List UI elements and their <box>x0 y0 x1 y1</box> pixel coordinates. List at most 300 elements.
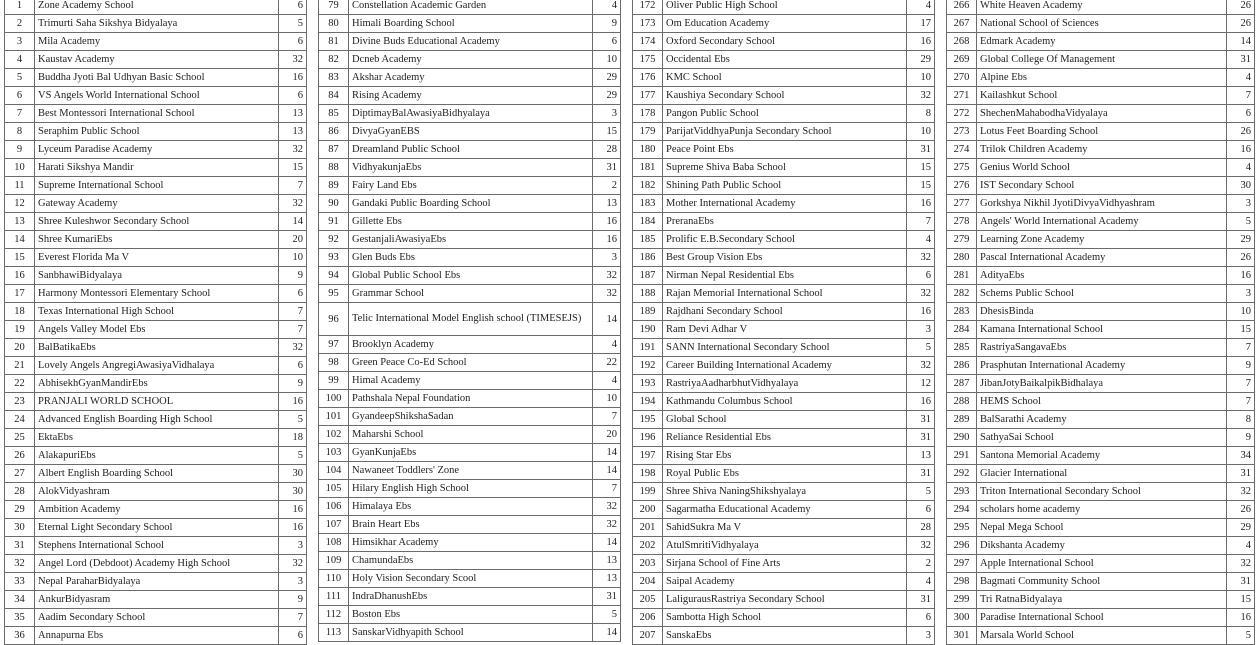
school-name-cell: RastriyaSangavaEbs <box>977 339 1227 357</box>
serial-number-cell: 191 <box>633 339 663 357</box>
school-name-cell: Pangon Public School <box>663 105 907 123</box>
school-name-cell: Occidental Ebs <box>663 51 907 69</box>
table-row <box>5 321 307 339</box>
count-cell: 7 <box>1227 339 1255 357</box>
school-name-cell: Stephens International School <box>35 537 279 555</box>
serial-number-cell: 106 <box>319 498 349 516</box>
table-row <box>319 462 621 480</box>
serial-number-cell: 193 <box>633 375 663 393</box>
table-row <box>319 516 621 534</box>
school-name-cell: DivyaGyanEBS <box>349 123 593 141</box>
school-name-cell: SanskarVidhyapith School <box>349 624 593 642</box>
table-row <box>5 573 307 591</box>
serial-number-cell: 108 <box>319 534 349 552</box>
serial-number-cell: 182 <box>633 177 663 195</box>
count-cell: 4 <box>593 0 621 15</box>
table-row <box>319 33 621 51</box>
serial-number-cell: 112 <box>319 606 349 624</box>
serial-number-cell: 94 <box>319 267 349 285</box>
school-name-cell: White Heaven Academy <box>977 0 1227 15</box>
table-row <box>633 447 935 465</box>
table-row <box>5 591 307 609</box>
count-cell: 31 <box>593 159 621 177</box>
school-name-cell: Seraphim Public School <box>35 123 279 141</box>
school-name-cell: Schems Public School <box>977 285 1227 303</box>
school-name-cell: AtulSmritiVidhyalaya <box>663 537 907 555</box>
table-row <box>5 141 307 159</box>
table-row <box>319 588 621 606</box>
serial-number-cell: 180 <box>633 141 663 159</box>
school-name-cell: Best Group Vision Ebs <box>663 249 907 267</box>
table-row <box>319 354 621 372</box>
table-row <box>319 570 621 588</box>
serial-number-cell: 17 <box>5 285 35 303</box>
table-row <box>319 51 621 69</box>
table-row <box>5 339 307 357</box>
serial-number-cell: 92 <box>319 231 349 249</box>
count-cell: 15 <box>907 159 935 177</box>
serial-number-cell: 274 <box>947 141 977 159</box>
table-row <box>5 33 307 51</box>
count-cell: 32 <box>593 285 621 303</box>
count-cell: 29 <box>593 87 621 105</box>
count-cell: 10 <box>593 51 621 69</box>
count-cell: 3 <box>907 627 935 645</box>
school-name-cell: Himalaya Ebs <box>349 498 593 516</box>
school-name-cell: Grammar School <box>349 285 593 303</box>
serial-number-cell: 188 <box>633 285 663 303</box>
table-row <box>633 15 935 33</box>
serial-number-cell: 202 <box>633 537 663 555</box>
school-name-cell: Albert English Boarding School <box>35 465 279 483</box>
count-cell: 3 <box>593 249 621 267</box>
serial-number-cell: 289 <box>947 411 977 429</box>
table-row <box>947 159 1255 177</box>
school-name-cell: AlokVidyashram <box>35 483 279 501</box>
table-row <box>947 375 1255 393</box>
table-row <box>633 33 935 51</box>
school-name-cell: Advanced English Boarding High School <box>35 411 279 429</box>
count-cell: 5 <box>279 411 307 429</box>
serial-number-cell: 89 <box>319 177 349 195</box>
count-cell: 4 <box>907 573 935 591</box>
serial-number-cell: 8 <box>5 123 35 141</box>
count-cell: 4 <box>593 336 621 354</box>
table-row <box>633 429 935 447</box>
serial-number-cell: 294 <box>947 501 977 519</box>
count-cell: 3 <box>907 321 935 339</box>
count-cell: 5 <box>279 447 307 465</box>
table-row <box>947 411 1255 429</box>
count-cell: 31 <box>1227 573 1255 591</box>
school-name-cell: Holy Vision Secondary Scool <box>349 570 593 588</box>
count-cell: 16 <box>279 501 307 519</box>
serial-number-cell: 36 <box>5 627 35 645</box>
serial-number-cell: 292 <box>947 465 977 483</box>
table-row <box>319 372 621 390</box>
table-row <box>5 555 307 573</box>
count-cell: 31 <box>907 141 935 159</box>
serial-number-cell: 177 <box>633 87 663 105</box>
count-cell: 26 <box>1227 501 1255 519</box>
serial-number-cell: 201 <box>633 519 663 537</box>
count-cell: 15 <box>1227 321 1255 339</box>
serial-number-cell: 206 <box>633 609 663 627</box>
school-name-cell: Nirman Nepal Residential Ebs <box>663 267 907 285</box>
table-row <box>633 177 935 195</box>
school-name-cell: Best Montessori International School <box>35 105 279 123</box>
serial-number-cell: 1 <box>5 0 35 15</box>
serial-number-cell: 88 <box>319 159 349 177</box>
count-cell: 32 <box>1227 483 1255 501</box>
count-cell: 10 <box>907 69 935 87</box>
school-name-cell: Prolific E.B.Secondary School <box>663 231 907 249</box>
count-cell: 6 <box>1227 105 1255 123</box>
school-name-cell: PRANJALI WORLD SCHOOL <box>35 393 279 411</box>
table-row <box>5 537 307 555</box>
school-name-cell: Kamana International School <box>977 321 1227 339</box>
count-cell: 6 <box>279 33 307 51</box>
serial-number-cell: 278 <box>947 213 977 231</box>
school-name-cell: Shining Path Public School <box>663 177 907 195</box>
school-name-cell: Tri RatnaBidyalaya <box>977 591 1227 609</box>
school-name-cell: Career Building International Academy <box>663 357 907 375</box>
school-name-cell: Annapurna Ebs <box>35 627 279 645</box>
count-cell: 22 <box>593 354 621 372</box>
count-cell: 29 <box>907 51 935 69</box>
count-cell: 5 <box>907 483 935 501</box>
school-name-cell: Supreme International School <box>35 177 279 195</box>
school-name-cell: Zone Academy School <box>35 0 279 15</box>
serial-number-cell: 271 <box>947 87 977 105</box>
school-name-cell: PreranaEbs <box>663 213 907 231</box>
count-cell: 7 <box>279 303 307 321</box>
serial-number-cell: 277 <box>947 195 977 213</box>
serial-number-cell: 174 <box>633 33 663 51</box>
serial-number-cell: 95 <box>319 285 349 303</box>
serial-number-cell: 23 <box>5 393 35 411</box>
table-row <box>947 339 1255 357</box>
serial-number-cell: 6 <box>5 87 35 105</box>
school-name-cell: Boston Ebs <box>349 606 593 624</box>
table-row <box>5 285 307 303</box>
table-row <box>633 267 935 285</box>
table-row <box>947 465 1255 483</box>
school-name-cell: Shree KumariEbs <box>35 231 279 249</box>
table-row <box>319 426 621 444</box>
table-row <box>633 357 935 375</box>
serial-number-cell: 7 <box>5 105 35 123</box>
school-name-cell: Constellation Academic Garden <box>349 0 593 15</box>
serial-number-cell: 199 <box>633 483 663 501</box>
school-name-cell: DhesisBinda <box>977 303 1227 321</box>
count-cell: 7 <box>1227 87 1255 105</box>
count-cell: 14 <box>593 624 621 642</box>
school-name-cell: Gorkshya Nikhil JyotiDivyaVidhyashram <box>977 195 1227 213</box>
count-cell: 14 <box>593 462 621 480</box>
count-cell: 2 <box>593 177 621 195</box>
table-row <box>633 465 935 483</box>
count-cell: 15 <box>593 123 621 141</box>
serial-number-cell: 100 <box>319 390 349 408</box>
count-cell: 5 <box>907 339 935 357</box>
table-row <box>5 447 307 465</box>
table-row <box>319 141 621 159</box>
school-name-cell: Bagmati Community School <box>977 573 1227 591</box>
serial-number-cell: 173 <box>633 15 663 33</box>
serial-number-cell: 31 <box>5 537 35 555</box>
serial-number-cell: 84 <box>319 87 349 105</box>
table-row <box>633 249 935 267</box>
school-name-cell: GestanjaliAwasiyaEbs <box>349 231 593 249</box>
school-name-cell: DiptimayBalAwasiyaBidhyalaya <box>349 105 593 123</box>
table-row <box>633 591 935 609</box>
school-name-cell: Mila Academy <box>35 33 279 51</box>
count-cell: 32 <box>279 339 307 357</box>
table-row <box>5 609 307 627</box>
serial-number-cell: 281 <box>947 267 977 285</box>
school-name-cell: Sagarmatha Educational Academy <box>663 501 907 519</box>
serial-number-cell: 98 <box>319 354 349 372</box>
school-name-cell: Peace Point Ebs <box>663 141 907 159</box>
table-row <box>5 177 307 195</box>
serial-number-cell: 113 <box>319 624 349 642</box>
serial-number-cell: 204 <box>633 573 663 591</box>
school-name-cell: Harati Sikshya Mandir <box>35 159 279 177</box>
table-row <box>5 213 307 231</box>
table-row <box>633 321 935 339</box>
count-cell: 32 <box>907 249 935 267</box>
school-table-block-4 <box>946 0 1255 645</box>
serial-number-cell: 110 <box>319 570 349 588</box>
table-row <box>633 285 935 303</box>
serial-number-cell: 12 <box>5 195 35 213</box>
school-name-cell: Kailashkut School <box>977 87 1227 105</box>
table-row <box>319 267 621 285</box>
school-name-cell: GyanKunjaEbs <box>349 444 593 462</box>
count-cell: 6 <box>279 87 307 105</box>
count-cell: 13 <box>907 447 935 465</box>
table-row <box>947 195 1255 213</box>
table-row <box>947 519 1255 537</box>
count-cell: 31 <box>907 465 935 483</box>
serial-number-cell: 9 <box>5 141 35 159</box>
table-row <box>5 195 307 213</box>
table-row <box>947 69 1255 87</box>
table-row <box>947 609 1255 627</box>
count-cell: 28 <box>593 141 621 159</box>
school-name-cell: Sambotta High School <box>663 609 907 627</box>
school-name-cell: Rising Academy <box>349 87 593 105</box>
school-name-cell: Himsikhar Academy <box>349 534 593 552</box>
table-row <box>947 177 1255 195</box>
table-row <box>319 213 621 231</box>
serial-number-cell: 297 <box>947 555 977 573</box>
school-name-cell: HEMS School <box>977 393 1227 411</box>
school-name-cell: Marsala World School <box>977 627 1227 645</box>
serial-number-cell: 81 <box>319 33 349 51</box>
school-name-cell: GyandeepShikshaSadan <box>349 408 593 426</box>
serial-number-cell: 179 <box>633 123 663 141</box>
table-row <box>319 123 621 141</box>
table-row <box>947 303 1255 321</box>
school-name-cell: AnkurBidyasram <box>35 591 279 609</box>
table-row <box>5 627 307 645</box>
serial-number-cell: 111 <box>319 588 349 606</box>
table-row <box>633 231 935 249</box>
serial-number-cell: 82 <box>319 51 349 69</box>
serial-number-cell: 101 <box>319 408 349 426</box>
count-cell: 16 <box>1227 267 1255 285</box>
school-name-cell: Santona Memorial Academy <box>977 447 1227 465</box>
serial-number-cell: 284 <box>947 321 977 339</box>
school-name-cell: ParijatViddhyaPunja Secondary School <box>663 123 907 141</box>
school-name-cell: Kathmandu Columbus School <box>663 393 907 411</box>
count-cell: 10 <box>593 390 621 408</box>
table-row <box>319 159 621 177</box>
count-cell: 32 <box>279 141 307 159</box>
serial-number-cell: 109 <box>319 552 349 570</box>
table-row <box>319 624 621 642</box>
table-row <box>319 444 621 462</box>
serial-number-cell: 30 <box>5 519 35 537</box>
table-row <box>5 123 307 141</box>
table-row <box>633 519 935 537</box>
table-row <box>633 393 935 411</box>
school-name-cell: Divine Buds Educational Academy <box>349 33 593 51</box>
table-row <box>947 357 1255 375</box>
serial-number-cell: 3 <box>5 33 35 51</box>
count-cell: 29 <box>1227 231 1255 249</box>
school-name-cell: Mother International Academy <box>663 195 907 213</box>
table-row <box>947 447 1255 465</box>
serial-number-cell: 29 <box>5 501 35 519</box>
count-cell: 9 <box>593 15 621 33</box>
count-cell: 13 <box>279 123 307 141</box>
count-cell: 4 <box>907 231 935 249</box>
count-cell: 5 <box>279 15 307 33</box>
count-cell: 32 <box>593 498 621 516</box>
serial-number-cell: 22 <box>5 375 35 393</box>
count-cell: 4 <box>1227 159 1255 177</box>
serial-number-cell: 25 <box>5 429 35 447</box>
serial-number-cell: 195 <box>633 411 663 429</box>
serial-number-cell: 185 <box>633 231 663 249</box>
count-cell: 6 <box>593 33 621 51</box>
table-row <box>633 0 935 15</box>
table-row <box>947 429 1255 447</box>
table-row <box>947 15 1255 33</box>
count-cell: 32 <box>279 555 307 573</box>
serial-number-cell: 183 <box>633 195 663 213</box>
serial-number-cell: 85 <box>319 105 349 123</box>
table-row <box>947 87 1255 105</box>
school-name-cell: RastriyaAadharbhutVidhyalaya <box>663 375 907 393</box>
serial-number-cell: 181 <box>633 159 663 177</box>
school-name-cell: Dreamland Public School <box>349 141 593 159</box>
table-row <box>947 285 1255 303</box>
count-cell: 29 <box>593 69 621 87</box>
count-cell: 7 <box>1227 375 1255 393</box>
serial-number-cell: 5 <box>5 69 35 87</box>
serial-number-cell: 4 <box>5 51 35 69</box>
table-row <box>633 69 935 87</box>
count-cell: 3 <box>279 573 307 591</box>
table-row <box>947 321 1255 339</box>
table-row <box>319 480 621 498</box>
table-row <box>5 267 307 285</box>
school-name-cell: ShechenMahabodhaVidyalaya <box>977 105 1227 123</box>
count-cell: 31 <box>1227 51 1255 69</box>
school-name-cell: Rising Star Ebs <box>663 447 907 465</box>
table-row <box>633 195 935 213</box>
serial-number-cell: 83 <box>319 69 349 87</box>
table-row <box>5 429 307 447</box>
count-cell: 20 <box>279 231 307 249</box>
table-row <box>5 483 307 501</box>
school-name-cell: Sirjana School of Fine Arts <box>663 555 907 573</box>
school-table-block-2 <box>318 0 621 642</box>
count-cell: 14 <box>593 303 621 336</box>
serial-number-cell: 103 <box>319 444 349 462</box>
count-cell: 2 <box>907 555 935 573</box>
serial-number-cell: 80 <box>319 15 349 33</box>
count-cell: 14 <box>593 534 621 552</box>
school-name-cell: Supreme Shiva Baba School <box>663 159 907 177</box>
school-name-cell: Shree Shiva NaningShikshyalaya <box>663 483 907 501</box>
school-name-cell: AdityaEbs <box>977 267 1227 285</box>
school-name-cell: JibanJotyBaikalpikBidhalaya <box>977 375 1227 393</box>
school-name-cell: Maharshi School <box>349 426 593 444</box>
school-name-cell: Eternal Light Secondary School <box>35 519 279 537</box>
count-cell: 7 <box>593 408 621 426</box>
count-cell: 3 <box>1227 285 1255 303</box>
table-row <box>947 141 1255 159</box>
count-cell: 16 <box>1227 609 1255 627</box>
school-name-cell: Genius World School <box>977 159 1227 177</box>
school-name-cell: Gateway Academy <box>35 195 279 213</box>
table-row <box>947 249 1255 267</box>
count-cell: 30 <box>279 483 307 501</box>
school-name-cell: Gillette Ebs <box>349 213 593 231</box>
table-row <box>319 606 621 624</box>
count-cell: 16 <box>279 69 307 87</box>
table-row <box>319 69 621 87</box>
school-name-cell: Everest Florida Ma V <box>35 249 279 267</box>
count-cell: 6 <box>907 267 935 285</box>
count-cell: 14 <box>279 213 307 231</box>
table-row <box>633 375 935 393</box>
school-name-cell: IndraDhanushEbs <box>349 588 593 606</box>
table-row <box>5 375 307 393</box>
table-row <box>5 0 307 15</box>
serial-number-cell: 97 <box>319 336 349 354</box>
table-row <box>5 393 307 411</box>
table-row <box>5 51 307 69</box>
school-name-cell: Kaustav Academy <box>35 51 279 69</box>
table-row <box>947 573 1255 591</box>
school-name-cell: Buddha Jyoti Bal Udhyan Basic School <box>35 69 279 87</box>
table-row <box>947 537 1255 555</box>
school-name-cell: KMC School <box>663 69 907 87</box>
table-row <box>319 390 621 408</box>
table-row <box>319 87 621 105</box>
serial-number-cell: 34 <box>5 591 35 609</box>
count-cell: 26 <box>1227 15 1255 33</box>
table-row <box>947 501 1255 519</box>
serial-number-cell: 33 <box>5 573 35 591</box>
table-row <box>319 195 621 213</box>
